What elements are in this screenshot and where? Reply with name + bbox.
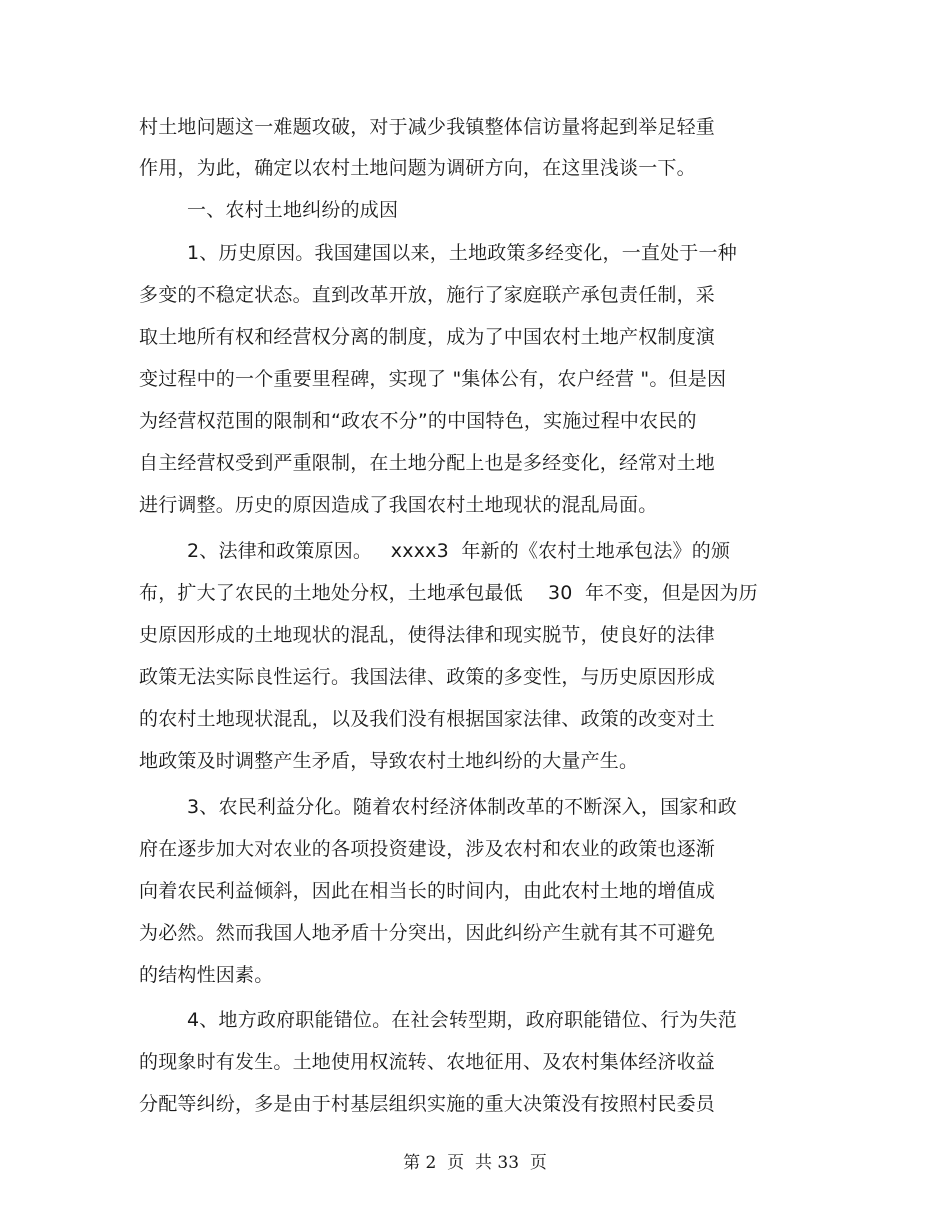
body-text-line: 取土地所有权和经营权分离的制度，成为了中国农村土地产权制度演 bbox=[139, 326, 716, 348]
body-text-line: 2、法律和政策原因。 xxxx3 年新的《农村土地承包法》的颁 bbox=[187, 540, 731, 562]
body-text-line: 史原因形成的土地现状的混乱，使得法律和现实脱节，使良好的法律 bbox=[139, 624, 716, 646]
section-heading: 一、农村土地纠纷的成因 bbox=[187, 199, 399, 221]
body-text-line: 村土地问题这一难题攻破，对于减少我镇整体信访量将起到举足轻重 bbox=[139, 116, 716, 138]
body-text-line: 的现象时有发生。土地使用权流转、农地征用、及农村集体经济收益 bbox=[139, 1051, 716, 1073]
body-text-line: 政策无法实际良性运行。我国法律、政策的多变性，与历史原因形成 bbox=[139, 666, 716, 688]
body-text-line: 布，扩大了农民的土地处分权，土地承包最低 30 年不变，但是因为历 bbox=[139, 582, 758, 604]
body-text-line: 1、历史原因。我国建国以来，土地政策多经变化，一直处于一种 bbox=[187, 242, 737, 264]
body-text-line: 变过程中的一个重要里程碑，实现了 "集体公有，农户经营 "。但是因 bbox=[139, 368, 727, 390]
body-text-line: 为必然。然而我国人地矛盾十分突出，因此纠纷产生就有其不可避免 bbox=[139, 922, 716, 944]
body-text-line: 自主经营权受到严重限制，在土地分配上也是多经变化，经常对土地 bbox=[139, 452, 716, 474]
body-text-line: 3、农民利益分化。随着农村经济体制改革的不断深入，国家和政 bbox=[187, 796, 737, 818]
body-text-line: 的结构性因素。 bbox=[139, 964, 274, 986]
body-text-line: 的农村土地现状混乱，以及我们没有根据国家法律、政策的改变对土 bbox=[139, 708, 716, 730]
body-text-line: 4、地方政府职能错位。在社会转型期，政府职能错位、行为失范 bbox=[187, 1009, 737, 1031]
body-text-line: 地政策及时调整产生矛盾，导致农村土地纠纷的大量产生。 bbox=[139, 750, 639, 772]
body-text-line: 进行调整。历史的原因造成了我国农村土地现状的混乱局面。 bbox=[139, 494, 658, 516]
body-text-line: 多变的不稳定状态。直到改革开放，施行了家庭联产承包责任制，采 bbox=[139, 284, 716, 306]
body-text-line: 分配等纠纷，多是由于村基层组织实施的重大决策没有按照村民委员 bbox=[139, 1093, 716, 1115]
body-text-line: 为经营权范围的限制和“政农不分”的中国特色，实施过程中农民的 bbox=[139, 410, 697, 432]
body-text-line: 府在逐步加大对农业的各项投资建设，涉及农村和农业的政策也逐渐 bbox=[139, 838, 716, 860]
body-text-line: 作用，为此，确定以农村土地问题为调研方向，在这里浅谈一下。 bbox=[139, 157, 696, 179]
body-text-line: 向着农民利益倾斜，因此在相当长的时间内，由此农村土地的增值成 bbox=[139, 880, 716, 902]
page-number-footer: 第 2 页 共 33 页 bbox=[403, 1153, 547, 1173]
